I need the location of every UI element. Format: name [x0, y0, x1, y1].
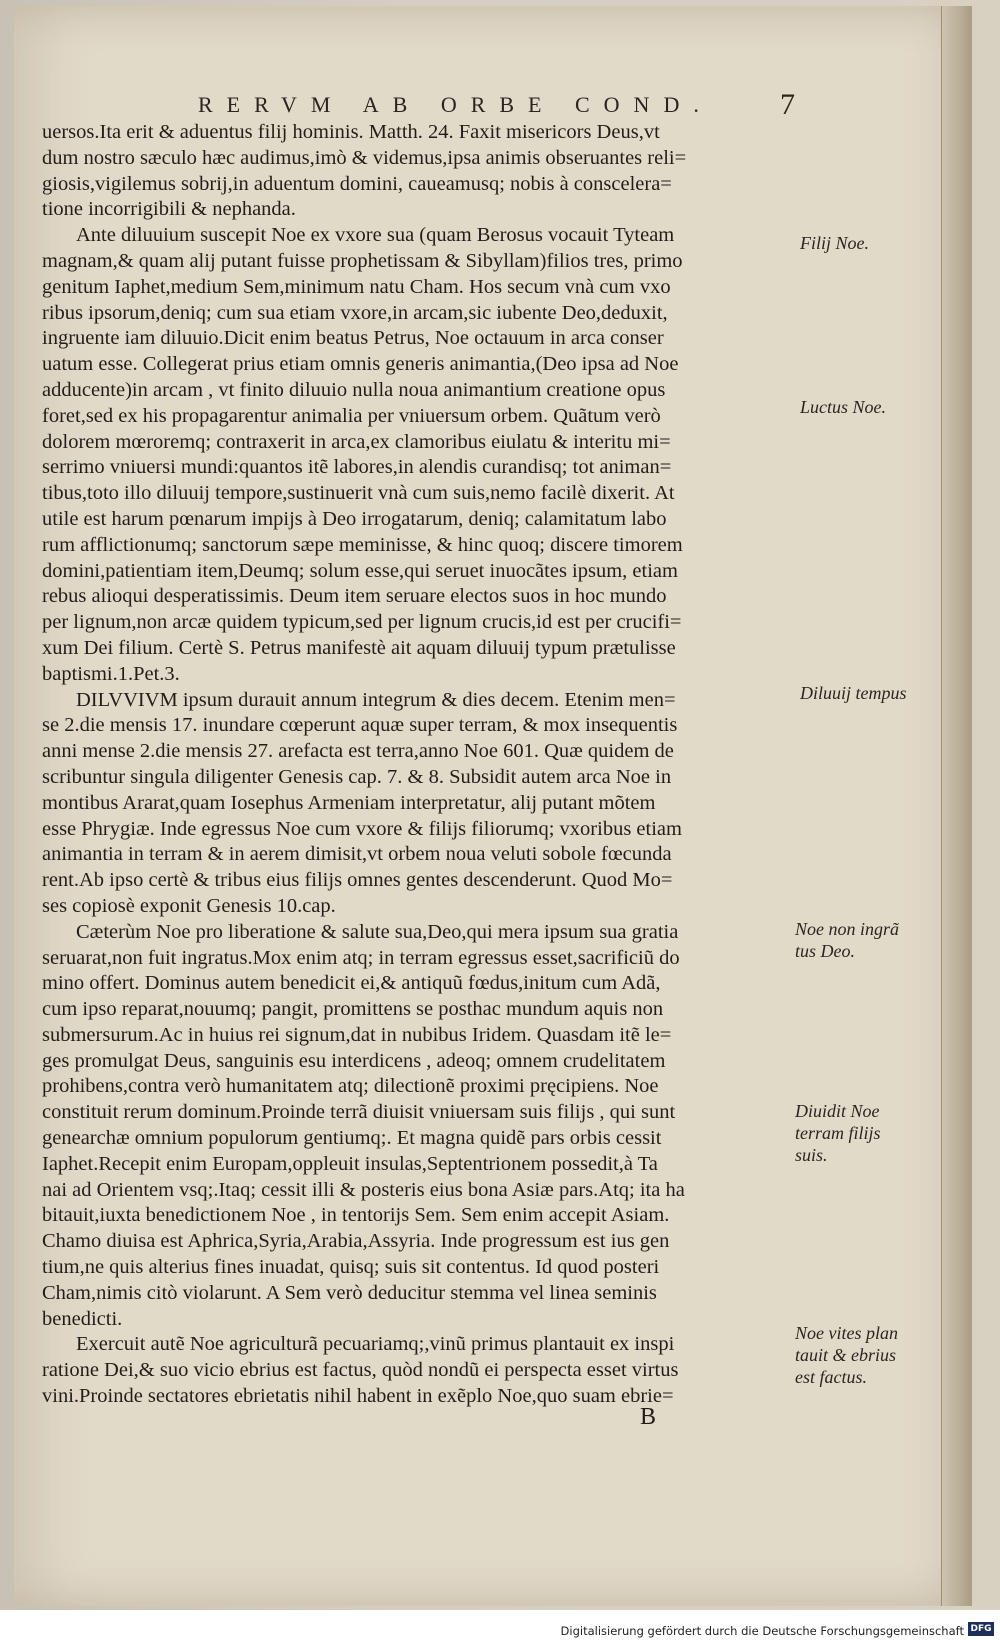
margin-note-luctus-noe: Luctus Noe. [800, 397, 887, 417]
text-line: prohibens,contra verò humanitatem atq; dilectionẽ proximi pręcipiens. Noe [42, 1075, 659, 1098]
text-line: serrimo vniuersi mundi:quantos itẽ labores,in alendis curandisq; tot animan= [42, 456, 672, 479]
text-line: Cæterùm Noe pro liberatione & salute sua,Deo,qui mera ipsum sua gratia [76, 920, 679, 943]
margin-note-noe-vites: Noe vites plan tauit & ebrius est factus. [795, 1323, 898, 1387]
text-line: DILVVIVM ipsum durauit annum integrum & dies decem. Etenim men= [76, 688, 676, 711]
text-line: esse Phrygiæ. Inde egressus Noe cum vxore & filijs filiorumq; vxoribus etiam [42, 817, 682, 840]
main-text-block [42, 120, 787, 1410]
page-stack-edge [942, 6, 972, 1606]
text-line: ges promulgat Deus, sanguinis esu interdicens , adeoq; omnem crudelitatem [42, 1049, 666, 1072]
digitization-credit: Digitalisierung gefördert durch die Deutsche Forschungsgemeinschaft [560, 1624, 964, 1638]
text-line: rum afflictionumq; sanctorum sæpe meminisse, & hinc quoq; discere timorem [42, 533, 683, 556]
text-line: bitauit,iuxta benedictionem Noe , in tentorijs Sem. Sem enim accepit Asiam. [42, 1204, 670, 1227]
text-line: Ante diluuium suscepit Noe ex vxore sua (quam Berosus vocauit Tyteam [76, 224, 675, 247]
text-line: xum Dei filium. Certè S. Petrus manifestè ait aquam diluuij typum prætulisse [42, 636, 676, 659]
text-line: mino offert. Dominus autem benedicit ei,& antiquũ fœdus,initum cum Adã, [42, 972, 661, 995]
text-line: dolorem mœroremq; contraxerit in arca,ex clamoribus eiulatu & interitu mi= [42, 430, 671, 453]
text-line: rent.Ab ipso certè & tribus eius filijs omnes gentes descenderunt. Quod Mo= [42, 869, 673, 892]
text-line: ingruente iam diluuio.Dicit enim beatus Petrus, Noe octauum in arca conser [42, 327, 664, 350]
text-line: scribuntur singula diligenter Genesis cap. 7. & 8. Subsidit autem arca Noe in [42, 765, 672, 788]
text-line: tium,ne quis alterius fines inuadat, quisq; suis sit contentus. Id quod posteri [42, 1256, 660, 1279]
text-line: submersurum.Ac in huius rei signum,dat in nubibus Iridem. Quasdam itẽ le= [42, 1023, 672, 1046]
text-line: Iaphet.Recepit enim Europam,oppleuit insulas,Septentrionem possedit,à Ta [42, 1152, 658, 1175]
text-line: foret,sed ex his propagarentur animalia per vniuersum orbem. Quãtum verò [42, 404, 661, 427]
margin-note-diluuij-tempus: Diluuij tempus [800, 683, 907, 703]
text-line: dum nostro sæculo hæc audimus,imò & videmus,ipsa animis obseruantes reli= [42, 146, 687, 169]
text-line: tione incorrigibili & nephanda. [42, 198, 296, 221]
text-line: nai ad Orientem vsq;.Itaq; cessit illi & posteris eius bona Asiæ pars.Atq; ita ha [42, 1178, 685, 1201]
text-line: uatum esse. Collegerat prius etiam omnis generis animantia,(Deo ipsa ad Noe [42, 353, 679, 376]
text-line: animantia in terram & in aerem dimisit,vt orbem noua veluti sobole fœcunda [42, 843, 672, 866]
text-line: Chamo diuisa est Aphrica,Syria,Arabia,Assyria. Inde progressum est ius gen [42, 1230, 670, 1253]
text-line: ratione Dei,& suo vicio ebrius est factus, quòd nondũ ei perspecta esset virtus [42, 1359, 679, 1382]
margin-note-filij-noe: Filij Noe. [800, 233, 869, 253]
text-line: baptismi.1.Pet.3. [42, 662, 180, 685]
text-line: Cham,nimis citò violarunt. A Sem verò deducitur stemma vel linea seminis [42, 1281, 657, 1304]
margin-note-diuidit-noe: Diuidit Noe terram filijs suis. [795, 1101, 881, 1165]
text-line: ribus ipsorum,deniq; cum sua etiam vxore,in arcam,sic iubente Deo,deduxit, [42, 301, 668, 324]
running-head: RERVM AB ORBE COND. [198, 92, 713, 117]
text-line: se 2.die mensis 17. inundare cœperunt aquæ super terram, & mox insequentis [42, 714, 678, 737]
text-line: uersos.Ita erit & aduentus filij hominis. Matth. 24. Faxit misericors Deus,vt [42, 121, 660, 143]
text-line: benedicti. [42, 1307, 123, 1330]
text-line: vini.Proinde sectatores ebrietatis nihil habent in exẽplo Noe,quo suam ebrie= [42, 1385, 674, 1408]
text-line: genitum Iaphet,medium Sem,minimum natu Cham. Hos secum vnà cum vxo [42, 275, 671, 298]
text-line: anni mense 2.die mensis 27. arefacta est terra,anno Noe 601. Quæ quidem de [42, 740, 674, 763]
text-line: cum ipso reparat,nouumq; pangit, promittens se posthac mundum aquis non [42, 998, 664, 1021]
signature-mark: B [640, 1404, 657, 1430]
text-line: tibus,toto illo diluuij tempore,sustinuerit vnà cum suis,nemo facilè dixerit. At [42, 482, 675, 505]
text-line: adducente)in arcam , vt finito diluuio nulla noua animantium creatione opus [42, 378, 666, 401]
dfg-logo: DFG [968, 1622, 994, 1636]
text-line: constituit rerum dominum.Proinde terrã diuisit vniuersam suis filijs , qui sunt [42, 1101, 676, 1124]
margin-note-noe-non-ingratus: Noe non ingrã tus Deo. [795, 919, 900, 961]
text-line: giosis,vigilemus sobrij,in aduentum domini, caueamusq; nobis à conscelera= [42, 172, 672, 195]
text-line: montibus Ararat,quam Iosephus Armeniam interpretatur, alij putant mõtem [42, 791, 656, 814]
text-line: per lignum,non arcæ quidem typicum,sed per lignum crucis,id est per crucifi= [42, 611, 682, 634]
text-line: magnam,& quam alij putant fuisse prophetissam & Sibyllam)filios tres, primo [42, 249, 683, 272]
text-line: utile est harum pœnarum impijs à Deo irrogatarum, deniq; calamitatum labo [42, 507, 667, 530]
text-line: seruarat,non fuit ingratus.Mox enim atq; in terram egressus esset,sacrificiũ do [42, 946, 680, 969]
page-number: 7 [780, 88, 795, 121]
text-line: rebus alioqui desperatissimis. Deum item seruare electos suos in hoc mundo [42, 585, 667, 608]
text-line: ses copiosè exponit Genesis 10.cap. [42, 894, 336, 917]
text-line: genearchæ omnium populorum gentiumq;. Et magna quidẽ pars orbis cessit [42, 1127, 662, 1150]
text-line: Exercuit autẽ Noe agriculturã pecuariamq;,vinũ primus plantauit ex inspi [76, 1333, 675, 1356]
text-line: domini,patientiam item,Deumq; solum esse,qui seruet inuocãtes ipsum, etiam [42, 559, 678, 582]
